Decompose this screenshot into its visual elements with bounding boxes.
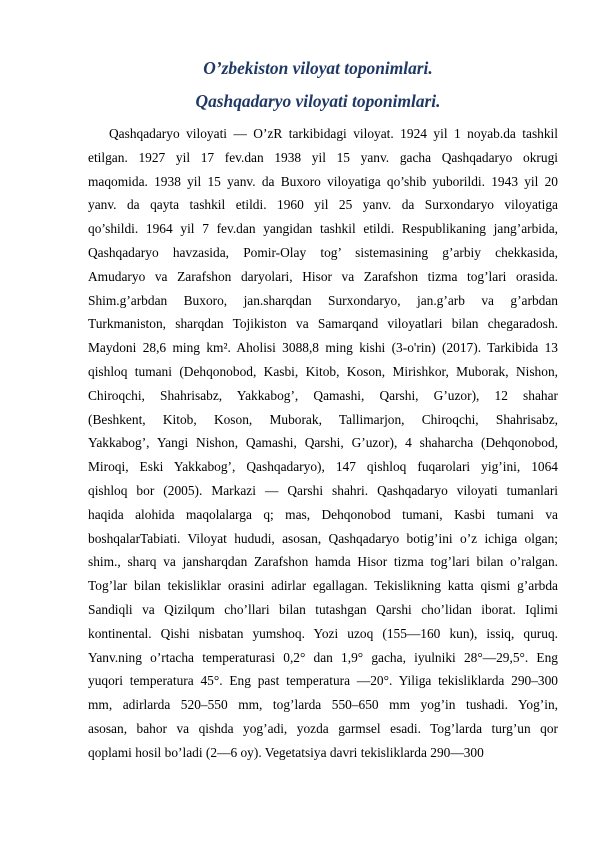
- paragraph-line: asosan, bahor va qishda yog’adi, yozda garmsel esadi. Tog’larda turg’un qor: [88, 720, 558, 736]
- paragraph-line: yuqori temperatura 45°. Eng past temperatura —20°. Yiliga tekisliklarda 290–300: [88, 673, 558, 689]
- paragraph-line: boshqalarTabiati. Viloyat hududi, asosan, Qashqadaryo botig’ini o’z ichiga olgan;: [88, 530, 558, 546]
- paragraph-line: Chiroqchi, Shahrisabz, Yakkabog’, Qamashi, Qarshi, G’uzor), 12 shahar: [88, 387, 558, 403]
- paragraph-line: Miroqi, Eski Yakkabog’, Qashqadaryo), 147 qishloq fuqarolari yig’ini, 1064: [88, 459, 558, 475]
- paragraph-line: mm, adirlarda 520–550 mm, tog’larda 550–650 mm yog’in tushadi. Yog’in,: [88, 697, 558, 713]
- paragraph-line: yanv. da qayta tashkil etildi. 1960 yil 25 yanv. da Surxondaryo viloyatiga: [88, 197, 558, 213]
- body-paragraph: [88, 122, 558, 765]
- paragraph-line: Shim.g’arbdan Buxoro, jan.sharqdan Surxondaryo, jan.g’arb va g’arbdan: [88, 292, 558, 308]
- paragraph-line: qishloq bor (2005). Markazi — Qarshi shahri. Qashqadaryo viloyati tumanlari: [88, 482, 558, 498]
- paragraph-line: Turkmaniston, sharqdan Tojikiston va Samarqand viloyatlari bilan chegaradosh.: [88, 316, 558, 332]
- paragraph-line: shim., sharq va jansharqdan Zarafshon hamda Hisor tizma tog’lari bilan o’ralgan.: [88, 554, 558, 570]
- paragraph-line: Amudaryo va Zarafshon daryolari, Hisor va Zarafshon tizma tog’lari orasida.: [88, 268, 558, 284]
- paragraph-line: Tog’lar bilan tekisliklar orasini adirlar egallagan. Tekislikning katta qismi g’arbda: [88, 578, 558, 594]
- paragraph-line: maqomida. 1938 yil 15 yanv. da Buxoro viloyatiga qo’shib yuborildi. 1943 yil 20: [88, 173, 558, 189]
- paragraph-line: etilgan. 1927 yil 17 fev.dan 1938 yil 15 yanv. gacha Qashqadaryo okrugi: [88, 149, 558, 165]
- document-title: O’zbekiston viloyat toponimlari.: [203, 58, 433, 78]
- paragraph-line: Qashqadaryo viloyati — O’zR tarkibidagi viloyat. 1924 yil 1 noyab.da tashkil: [109, 126, 558, 141]
- paragraph-line: haqida alohida maqolalarga q; mas, Dehqonobod tumani, Kasbi tumani va: [88, 506, 558, 522]
- paragraph-line: kontinental. Qishi nisbatan yumshoq. Yozi uzoq (155—160 kun), issiq, quruq.: [88, 625, 558, 641]
- paragraph-line: Qashqadaryo havzasida, Pomir-Olay tog’ sistemasining g’arbiy chekkasida,: [88, 244, 558, 260]
- paragraph-line: Yanv.ning o’rtacha temperaturasi 0,2° dan 1,9° gacha, iyulniki 28°—29,5°. Eng: [88, 649, 558, 665]
- paragraph-line: qishloq tumani (Dehqonobod, Kasbi, Kitob, Koson, Mirishkor, Muborak, Nishon,: [88, 363, 558, 379]
- paragraph-line: Sandiqli va Qizilqum cho’llari bilan tutashgan Qarshi cho’lidan iborat. Iqlimi: [88, 601, 558, 617]
- paragraph-line: Maydoni 28,6 ming km². Aholisi 3088,8 ming kishi (3-o'rin) (2017). Tarkibida 13: [88, 340, 558, 356]
- paragraph-line: qoplami hosil bo’ladi (2—6 oy). Vegetatsiya davri tekisliklarda 290—300: [88, 744, 484, 760]
- paragraph-line: (Beshkent, Kitob, Koson, Muborak, Tallimarjon, Chiroqchi, Shahrisabz,: [88, 411, 558, 427]
- document-subtitle: Qashqadaryo viloyati toponimlari.: [195, 91, 441, 111]
- paragraph-line: qo’shildi. 1964 yil 7 fev.dan yangidan tashkil etildi. Respublikaning jang’arbida,: [88, 221, 558, 237]
- paragraph-line: Yakkabog’, Yangi Nishon, Qamashi, Qarshi, G’uzor), 4 shaharcha (Dehqonobod,: [88, 435, 558, 451]
